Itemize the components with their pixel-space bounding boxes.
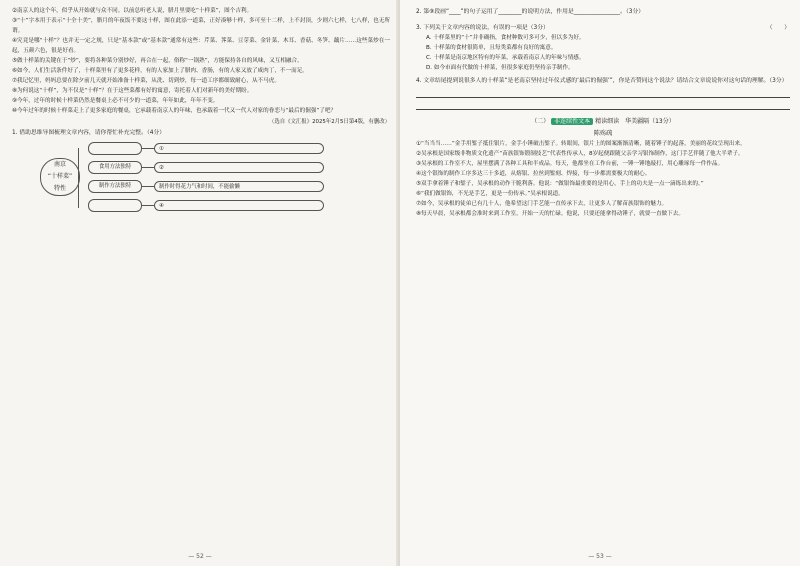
question-4: 4. 文章结尾提到说很多人的十样菜“是老南京坚持过年仪式感的‘最后的倔强’”，你是否赞同这个说法？请结合文章说说你对这句话的理解。（3分）	[416, 78, 788, 84]
section-header	[416, 116, 790, 127]
question-3-text: 3. 下列关于文章内容的说法，有误的一项是（3分）	[416, 25, 549, 31]
paragraph: ①“当当当……”金手用錾子抵住银片，金手小锤破击錾子。转眼间，银片上的图案渐渐清晰，随着锤子的起落，美丽的花纹呈现出来。	[416, 141, 746, 147]
paragraph: ⑤做十样菜的关键在于“炒”，要将各种菜分别炒好，再合在一起，俗称“一锅熟”，方能保持各自的风味，又互相融合。	[12, 58, 303, 64]
option-b: B. 十样菜的食材很简单，且每类菜都有良好的寓意。	[426, 45, 557, 51]
paragraph: ⑥“我们做银饰，不光是手艺，更是一份传承。”吴承根说道。	[416, 191, 564, 197]
mind-map-answer-box: 制作时得花力气和时间，不能偷懒	[154, 181, 324, 192]
paragraph: ⑥如今，人们生活条件好了，十样菜里有了更多花样，有的人家加上了腊肉、香肠，有的人家又放了咸肉丁，不一而足。	[12, 68, 308, 74]
mind-map-answer-box[interactable]: ②	[154, 162, 324, 173]
paragraph: ⑨今年，过年的时候十样菜仍然是餐桌上必不可少的一道菜，年年如此，年年不变。	[12, 98, 219, 104]
answer-line[interactable]	[416, 88, 790, 98]
paragraph: ④这个银饰的制作工序多达三十多道，从熔银、拉丝到錾刻、焊接，每一步都需要极大的耐心。	[416, 171, 651, 177]
option-c: C. 十样菜是南京地区特有的年菜，承载着南京人的年味与情感。	[426, 55, 585, 61]
paragraph: ③吴承根的工作室不大，屋里摆满了各种工具和半成品。每天，他都坐在工作台前，一锤一锤地敲打，用心雕琢每一件作品。	[416, 161, 724, 167]
section-number: （二）	[531, 118, 550, 125]
paragraph: ⑤双手拿着锤子和錾子，吴承根的动作干脆利落。他说：“做银饰最重要的是用心，手上的功夫是一点一滴练出来的。”	[416, 181, 704, 187]
mind-map-label: 食用方法独特	[88, 161, 142, 174]
paragraph: ⑦我记忆里，妈妈总要在除夕前几天就开始准备十样菜，从洗、切到炒，每一道工序都细致耐心，从不马虎。	[12, 78, 280, 84]
mind-map-root: 南京 “十样菜” 特性	[40, 158, 80, 196]
mind-map-label	[88, 199, 142, 212]
paragraph: ⑧为何说这“十样”，为不仅是“十样”？在于这些菜都有好的寓意，寄托着人们对新年的美好期盼。	[12, 88, 253, 94]
right-page	[400, 0, 800, 566]
option-d: D. 如今市面有代做的十样菜，但很多家庭仍坚持亲手制作。	[426, 65, 574, 71]
mind-map-row	[88, 199, 324, 212]
mind-map-label	[88, 142, 142, 155]
paragraph: ②吴承根是国家级非物质文化遗产“苗族银饰锻制技艺”代表性传承人，8岁起便跟随父亲学习银饰制作，这门手艺伴随了他大半辈子。	[416, 151, 744, 157]
option-a: A. 十样菜里的“十”并非确指，食材种数可多可少，但以多为好。	[426, 35, 585, 41]
paragraph: ④究竟是哪“十样”？也并无一定之规，只是“基本款”或“基本款”通常有这些：芹菜、荠菜、豆芽菜、金针菜、木耳、香菇、冬笋、藕片……这些菜炒在一起，五颜六色，很是好看。	[12, 38, 390, 54]
paragraph: ③“十”字本用于表示“十全十美”，腊月的年夜饭不要这十样，图在此添一道菜，正好凑够十样，多可至十二样，上不封顶，少则六七样，七八样，也无所谓。	[12, 18, 390, 34]
mind-map-answer-box[interactable]: ①	[154, 143, 324, 154]
paragraph: ⑧每天早晨，吴承根都会准时来到工作室，开始一天的忙碌。他说，只要还能拿得动锤子，就要一直做下去。	[416, 211, 684, 217]
section-title: 精读细读 华美疆隔（13分）	[595, 118, 675, 125]
mind-map-label: 制作方法独特	[88, 180, 142, 193]
page-number: — 52 —	[188, 553, 212, 560]
question-1: 1. 借助思维导图梳理文章内容，请你帮忙补充完整。（4分）	[12, 130, 166, 136]
question-2: 2. 第⑨段画“____”的句子运用了________的说明方法，作用是________________。（3分）	[416, 9, 645, 15]
answer-paren[interactable]: （ ）	[766, 25, 790, 31]
mind-map-answer-box[interactable]: ④	[154, 200, 324, 211]
page-number: — 53 —	[588, 553, 612, 560]
right-article	[416, 139, 790, 219]
mind-map-row	[88, 161, 324, 174]
paragraph: ⑦如今，吴承根的徒弟已有几十人，他希望这门手艺能一直传承下去，让更多人了解苗族银饰的魅力。	[416, 201, 668, 207]
article-source: （选自《文汇报》2025年2月5日第4版，有删改）	[268, 119, 390, 125]
mind-map	[12, 142, 390, 218]
left-article	[12, 6, 390, 116]
article-title: 陈殇疏	[593, 130, 613, 137]
mind-map-row	[88, 142, 324, 155]
answer-line[interactable]	[416, 100, 790, 110]
mind-map-row	[88, 180, 324, 193]
section-badge: 非连续性文本	[551, 118, 593, 125]
paragraph: ⑩今年过年的时候十样菜走上了更多家庭的餐桌，它承载着南京人的年味，也承载着一代又一代人对家的眷恋与“最后的倔强”了吧？	[12, 108, 337, 114]
question-3	[416, 23, 790, 33]
paragraph: ②南京人的这个年，似乎从开始就与众不同。以前总听老人说，腊月里要吃“十样菜”，图个吉利。	[12, 8, 253, 14]
